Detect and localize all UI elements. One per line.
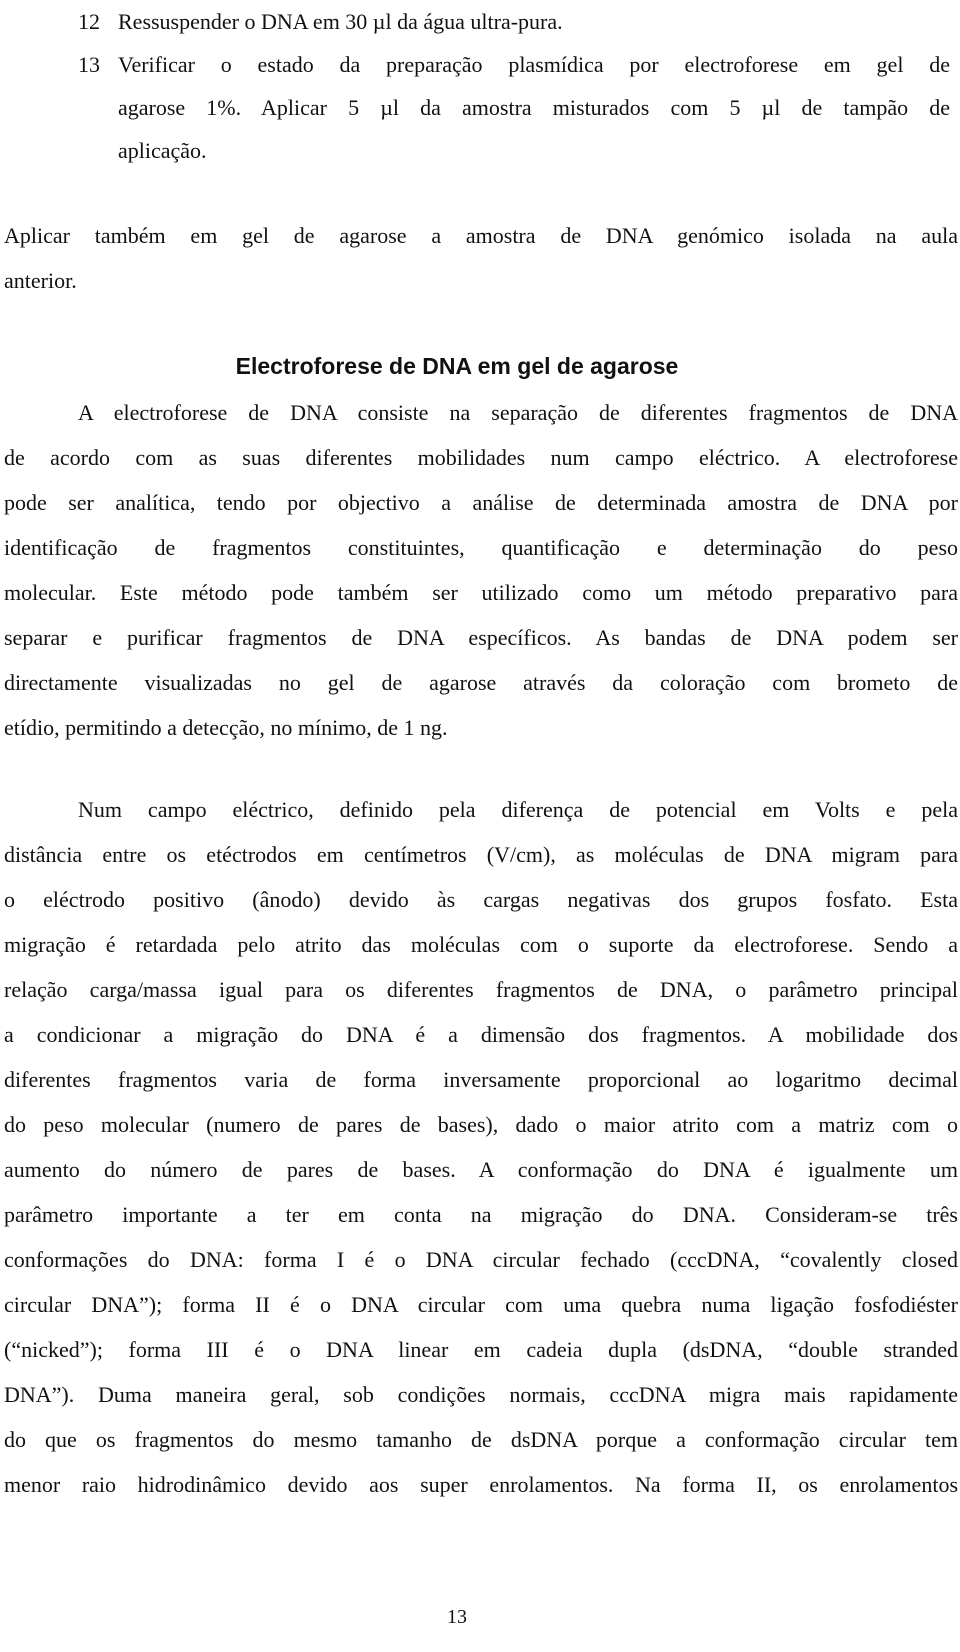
paragraph-line: de acordo com as suas diferentes mobilidades num campo eléctrico. A electroforese bbox=[4, 445, 958, 470]
paragraph-electric-field bbox=[4, 787, 958, 1507]
paragraph-line: o eléctrodo positivo (ânodo) devido às cargas negativas dos grupos fosfato. Esta bbox=[4, 887, 958, 912]
paragraph-line: relação carga/massa igual para os diferentes fragmentos de DNA, o parâmetro principal bbox=[4, 977, 958, 1002]
step-12 bbox=[78, 0, 960, 43]
step-number: 12 bbox=[78, 9, 100, 34]
paragraph-line: a condicionar a migração do DNA é a dimensão dos fragmentos. A mobilidade dos bbox=[4, 1022, 958, 1047]
paragraph-line: migração é retardada pelo atrito das moléculas com o suporte da electroforese. Sendo a bbox=[4, 932, 958, 957]
step-line: Verificar o estado da preparação plasmídica por electroforese em gel de bbox=[118, 52, 950, 77]
step-number: 13 bbox=[78, 52, 100, 77]
step-line: agarose 1%. Aplicar 5 µl da amostra misturados com 5 µl de tampão de bbox=[118, 95, 950, 120]
paragraph-line: diferentes fragmentos varia de forma inversamente proporcional ao logaritmo decimal bbox=[4, 1067, 958, 1092]
paragraph-line: A electroforese de DNA consiste na separação de diferentes fragmentos de DNA bbox=[78, 400, 958, 425]
paragraph-line: pode ser analítica, tendo por objectivo a análise de determinada amostra de DNA por bbox=[4, 490, 958, 515]
paragraph-line: separar e purificar fragmentos de DNA específicos. As bandas de DNA podem ser bbox=[4, 625, 958, 650]
paragraph-electrophoresis-intro bbox=[4, 390, 958, 750]
paragraph-line: parâmetro importante a ter em conta na migração do DNA. Consideram-se três bbox=[4, 1202, 958, 1227]
paragraph-line: Num campo eléctrico, definido pela diferença de potencial em Volts e pela bbox=[78, 797, 958, 822]
paragraph-line: DNA”). Duma maneira geral, sob condições normais, cccDNA migra mais rapidamente bbox=[4, 1382, 958, 1407]
paragraph-line: directamente visualizadas no gel de agarose através da coloração com brometo de bbox=[4, 670, 958, 695]
paragraph-line: do peso molecular (numero de pares de bases), dado o maior atrito com a matriz com o bbox=[4, 1112, 958, 1137]
paragraph-line: anterior. bbox=[4, 268, 77, 293]
paragraph-line: do que os fragmentos do mesmo tamanho de dsDNA porque a conformação circular tem bbox=[4, 1427, 958, 1452]
paragraph-line: menor raio hidrodinâmico devido aos super enrolamentos. Na forma II, os enrolamentos bbox=[4, 1472, 958, 1497]
paragraph-genomic-dna bbox=[4, 213, 958, 303]
paragraph-line: distância entre os etéctrodos em centímetros (V/cm), as moléculas de DNA migram para bbox=[4, 842, 958, 867]
step-line: Ressuspender o DNA em 30 µl da água ultra-pura. bbox=[118, 9, 563, 34]
paragraph-line: (“nicked”); forma III é o DNA linear em cadeia dupla (dsDNA, “double stranded bbox=[4, 1337, 958, 1362]
paragraph-line: conformações do DNA: forma I é o DNA circular fechado (cccDNA, “covalently closed bbox=[4, 1247, 958, 1272]
paragraph-line: Aplicar também em gel de agarose a amostra de DNA genómico isolada na aula bbox=[4, 223, 958, 248]
paragraph-line: etídio, permitindo a detecção, no mínimo, de 1 ng. bbox=[4, 715, 448, 740]
paragraph-line: identificação de fragmentos constituintes, quantificação e determinação do peso bbox=[4, 535, 958, 560]
paragraph-line: molecular. Este método pode também ser utilizado como um método preparativo para bbox=[4, 580, 958, 605]
protocol-steps bbox=[78, 0, 960, 172]
step-text bbox=[118, 0, 960, 43]
section-heading: Electroforese de DNA em gel de agarose bbox=[235, 353, 679, 379]
page-number: 13 bbox=[447, 1606, 467, 1628]
paragraph-line: circular DNA”); forma II é o DNA circular com uma quebra numa ligação fosfodiéster bbox=[4, 1292, 958, 1317]
step-13 bbox=[78, 43, 960, 172]
step-line: aplicação. bbox=[118, 138, 207, 163]
paragraph-line: aumento do número de pares de bases. A conformação do DNA é igualmente um bbox=[4, 1157, 958, 1182]
step-text bbox=[118, 43, 960, 172]
